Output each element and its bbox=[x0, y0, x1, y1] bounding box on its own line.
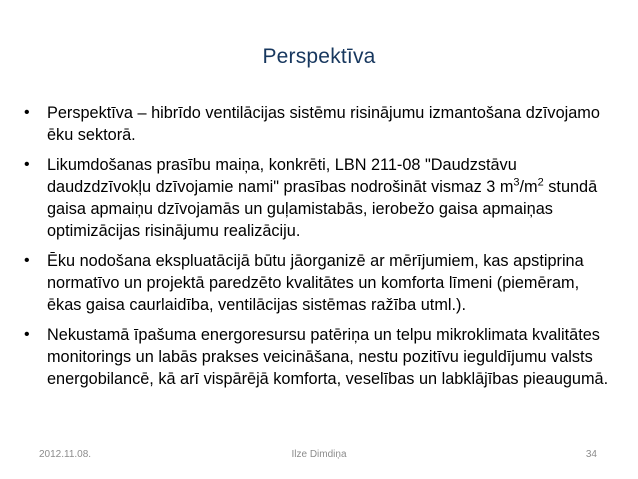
bullet-list bbox=[24, 102, 614, 398]
bullet-text-part: Likumdošanas prasību maiņa, konkrēti, LBN 211-08 "Daudzstāvu daudzdzīvokļu dzīvojamie nami" prasības nodrošināt vismaz 3 m bbox=[47, 156, 517, 196]
bullet-icon: • bbox=[24, 326, 30, 343]
footer-date: 2012.11.08. bbox=[39, 449, 92, 460]
bullet-icon: • bbox=[24, 252, 30, 269]
bullet-text: Nekustamā īpašuma energoresursu patēriņa un telpu mikroklimata kvalitātes monitorings un labās prakses veicināšana, nestu pozitīvu ieguldījumu valsts energobilancē, kā arī vispārējā komforta, veselības un labklājības pieaugumā. bbox=[47, 326, 609, 388]
bullet-text-part: /m bbox=[519, 178, 538, 196]
superscript: 3 bbox=[513, 176, 520, 189]
bullet-item bbox=[24, 102, 614, 146]
bullet-item bbox=[24, 250, 614, 316]
bullet-text-part: stundā gaisa apmaiņu dzīvojamās un guļamistabās, ierobežo gaisa apmaiņas optimizācijas risinājumu realizāciju. bbox=[47, 178, 598, 240]
bullet-item bbox=[24, 324, 614, 390]
bullet-icon: • bbox=[24, 104, 30, 121]
bullet-text: Perspektīva – hibrīdo ventilācijas sistēmu risinājumu izmantošana dzīvojamo ēku sektorā. bbox=[47, 104, 600, 144]
footer-author: Ilze Dimdiņa bbox=[291, 449, 347, 460]
slide-title: Perspektīva bbox=[262, 45, 376, 68]
bullet-item bbox=[24, 154, 614, 242]
page-number: 34 bbox=[585, 449, 597, 460]
bullet-icon: • bbox=[24, 156, 30, 173]
superscript: 2 bbox=[537, 176, 544, 189]
bullet-text: Ēku nodošana ekspluatācijā būtu jāorganizē ar mērījumiem, kas apstiprina normatīvo un projektā paredzēto kvalitātes un komforta līmeni (piemēram, ēkas gaisa caurlaidība, ventilācijas sistēmas ražība utml.). bbox=[47, 252, 584, 314]
bullet-text bbox=[47, 156, 597, 240]
